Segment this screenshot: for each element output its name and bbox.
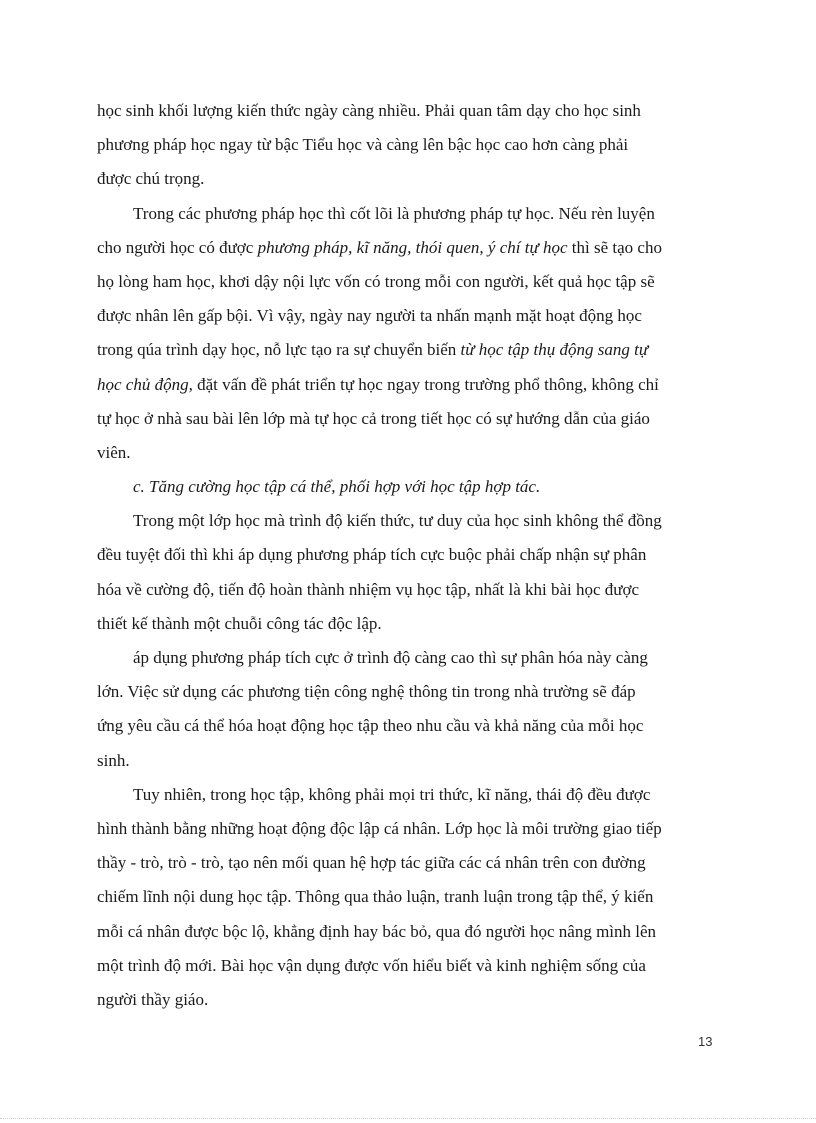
text-line: đều tuyệt đối thì khi áp dụng phương pháp tích cực buộc phải chấp nhận sự phân [97,545,647,565]
text-line: thầy - trò, trò - trò, tạo nên mối quan hệ hợp tác giữa các cá nhân trên con đường [97,853,646,873]
text-line: một trình độ mới. Bài học vận dụng được vốn hiểu biết và kinh nghiệm sống của [97,955,646,975]
text-line: hóa về cường độ, tiến độ hoàn thành nhiệm vụ học tập, nhất là khi bài học được [97,579,640,599]
paragraph-start-line: áp dụng phương pháp tích cực ở trình độ càng cao thì sự phân hóa này càng [133,648,648,667]
body-text [97,94,717,1017]
italic-emphasis: học chủ động [97,374,189,394]
text-line: mỗi cá nhân được bộc lộ, khẳng định hay bác bỏ, qua đó người học nâng mình lên [97,921,657,941]
paragraph-start-line: Trong các phương pháp học thì cốt lõi là phương pháp tự học. Nếu rèn luyện [133,203,655,223]
text-segment: cho người học có được [97,237,258,257]
page-bottom-divider [0,1118,816,1119]
text-line: hình thành bằng những hoạt động độc lập cá nhân. Lớp học là môi trường giao tiếp [97,818,662,838]
text-line: được nhân lên gấp bội. Vì vậy, ngày nay người ta nhấn mạnh mặt hoạt động học [97,306,642,326]
text-line: được chú trọng. [97,169,205,189]
text-segment: , đặt vấn đề phát triển tự học ngay trong trường phổ thông, không chỉ [188,374,659,394]
paragraph-start-line: Trong một lớp học mà trình độ kiến thức, tư duy của học sinh không thể đồng [133,511,662,531]
text-line: lớn. Việc sử dụng các phương tiện công nghệ thông tin trong nhà trường sẽ đáp [97,682,636,702]
text-line: ứng yêu cầu cá thể hóa hoạt động học tập theo nhu cầu và khả năng của mỗi học [97,716,644,736]
text-line: phương pháp học ngay từ bậc Tiểu học và càng lên bậc học cao hơn càng phải [97,135,629,155]
section-heading: c. Tăng cường học tập cá thể, phối hợp với học tập hợp tác. [133,477,541,497]
text-line: chiếm lĩnh nội dung học tập. Thông qua thảo luận, tranh luận trong tập thể, ý kiến [97,887,654,907]
text-line-with-emphasis [97,333,717,367]
text-line: người thầy giáo. [97,989,209,1009]
text-line-with-emphasis [97,231,717,265]
text-line-with-emphasis [97,368,717,402]
text-segment: trong qúa trình dạy học, nỗ lực tạo ra sự chuyển biến [97,340,461,360]
text-line: học sinh khối lượng kiến thức ngày càng nhiều. Phải quan tâm dạy cho học sinh [97,101,641,120]
text-line: sinh. [97,750,130,770]
text-line: thiết kế thành một chuỗi công tác độc lập. [97,613,382,633]
page-number: 13 [698,1034,713,1049]
italic-emphasis: từ học tập thụ động sang tự [460,340,649,360]
text-segment: thì sẽ tạo cho [567,237,662,257]
paragraph-start-line: Tuy nhiên, trong học tập, không phải mọi tri thức, kĩ năng, thái độ đều được [133,784,651,804]
italic-emphasis: phương pháp, kĩ năng, thói quen, ý chí tự học [257,237,568,257]
text-line: họ lòng ham học, khơi dậy nội lực vốn có trong mỗi con người, kết quả học tập sẽ [97,271,655,291]
text-line: viên. [97,442,131,462]
text-line: tự học ở nhà sau bài lên lớp mà tự học cả trong tiết học có sự hướng dẫn của giáo [97,408,650,428]
